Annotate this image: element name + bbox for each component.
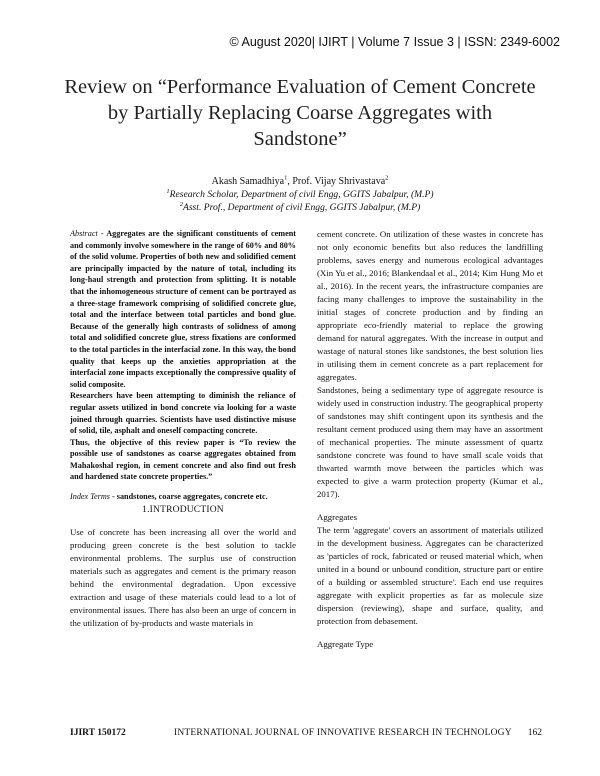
right-paragraph-2: Sandstones, being a sedimentary type of aggregate resource is widely used in construction industry. The geographical property of sandstones may shift contingent upon its synthesis and the resultant cement produced using them may have an assortment of mechanical properties. The minute assessment of quartz sandstone concrete was found to have small scale voids that thwarted warmth move between the particles which was expected to give a warm protection property (Kumar et al., 2017).: [317, 385, 543, 499]
introduction-heading: 1.INTRODUCTION: [142, 504, 224, 515]
title-line-1: Review on “Performance Evaluation of Cement Concrete: [64, 76, 536, 98]
paper-title: [50, 74, 550, 152]
author-names: [0, 175, 600, 188]
author-1-sup: 1: [284, 174, 288, 182]
title-line-3: Sandstone”: [253, 128, 347, 150]
aggregate-type-heading: Aggregate Type: [317, 639, 374, 649]
index-terms: [70, 491, 296, 503]
index-terms-label: Index Terms: [70, 492, 110, 502]
abstract-paragraph: [70, 228, 296, 390]
author-1: Akash Samadhiya: [211, 176, 285, 187]
affiliation-2: [0, 201, 600, 214]
right-paragraph-1: cement concrete. On utilization of these wastes in concrete has not only economic benefits but also reduces the landfilling problems, saves energy and numerous ecological advantages (Xin Yu et al., 2016; Blankendaal et al., 2014; Kim Hung Mo et al., 2016). In the recent years, the infrastructure companies are facing many challenges to improve the sustainability in the initial stages of concrete production and by finding an appropriate eco-friendly material to replace the growing demand for natural aggregates. With the increase in output and wastage of natural stones like sandstones, the best solution lies in utilising them in cement concrete as a part replacement for aggregates.: [317, 229, 543, 382]
right-column: [317, 228, 543, 651]
footer-paper-id: IJIRT 150172: [70, 728, 126, 738]
aff-2-sup: 2: [179, 200, 183, 208]
left-column: [70, 228, 296, 630]
journal-header: © August 2020| IJIRT | Volume 7 Issue 3 | ISSN: 2349-6002: [229, 35, 560, 49]
page-number: 162: [527, 728, 542, 738]
index-terms-text: - sandstones, coarse aggregates, concrete etc.: [109, 492, 268, 502]
abstract-label: Abstract -: [70, 229, 104, 238]
abstract-paragraph-2: Researchers have been attempting to diminish the reliance of regular assets utilized in bond concrete via looking for a waste joined through quarries. Scientists have used distinctive misuse of solid, tile, asphalt and oneself compacting concrete.: [70, 391, 296, 436]
affiliation-1: [0, 188, 600, 201]
abstract-text: Aggregates are the significant constituents of cement and commonly involve somewhere in the range of 60% and 80% of the solid volume. Properties of both new and solidified cement are principally impacted by the nature of total, including its long-haul strength and protection from splitting. It is notable that the inhomogeneous structure of cement can be portrayed as a three-stage framework comprising of solidified concrete glue, total and the interface between total particles and bond glue. Because of the generally high contrasts of solidness of among total and solidified concrete glue, stress fixations are conformed to the total particles in the interfacial zone. In this way, the bond quality that keeps up the anxieties appropriation at the interfacial zone impacts exceptionally the compressive quality of solid composite.: [70, 229, 296, 389]
aggregates-heading: Aggregates: [317, 512, 358, 522]
author-2-sup: 2: [385, 174, 389, 182]
aff-1-sup: 1: [166, 187, 170, 195]
aff-2-text: Asst. Prof., Department of civil Engg, GGITS Jabalpur, (M.P): [182, 202, 421, 213]
author-separator: , Prof. Vijay Shrivastava: [287, 176, 386, 187]
title-line-2: by Partially Replacing Coarse Aggregates with: [107, 102, 493, 124]
abstract-paragraph-3: Thus, the objective of this review paper is “To review the possible use of sandstones as coarse aggregates obtained from Mahakoshal region, in cement concrete and also find out fresh and hardened state concrete properties.”: [70, 437, 296, 482]
introduction-paragraph: Use of concrete has been increasing all over the world and producing green concrete is the best solution to tackle environmental problems. The surplus use of construction materials such as aggregates and cement is the primary reason behind the environmental degradation. Upon excessive extraction and usage of these materials could lead to a lot of environmental issues. There has also been an urge of concern in the utilization of by-products and waste materials in: [70, 527, 296, 629]
aggregates-paragraph: The term 'aggregate' covers an assortment of materials utilized in the development business. Aggregates can be characterized as 'particles of rock, fabricated or reused material which, when united in a bound or unbound condition, structure part or entire of a building or assembled structure'. Each end use requires aggregate with explicit properties as far as molecule size dispersion (reviewing), shape and surface, quality, and protection from debasement.: [317, 525, 543, 626]
author-block: [0, 175, 600, 214]
aff-1-text: Research Scholar, Department of civil Engg, GGITS Jabalpur, (M.P): [169, 189, 434, 200]
footer-journal-name: INTERNATIONAL JOURNAL OF INNOVATIVE RESEARCH IN TECHNOLOGY: [174, 728, 512, 738]
